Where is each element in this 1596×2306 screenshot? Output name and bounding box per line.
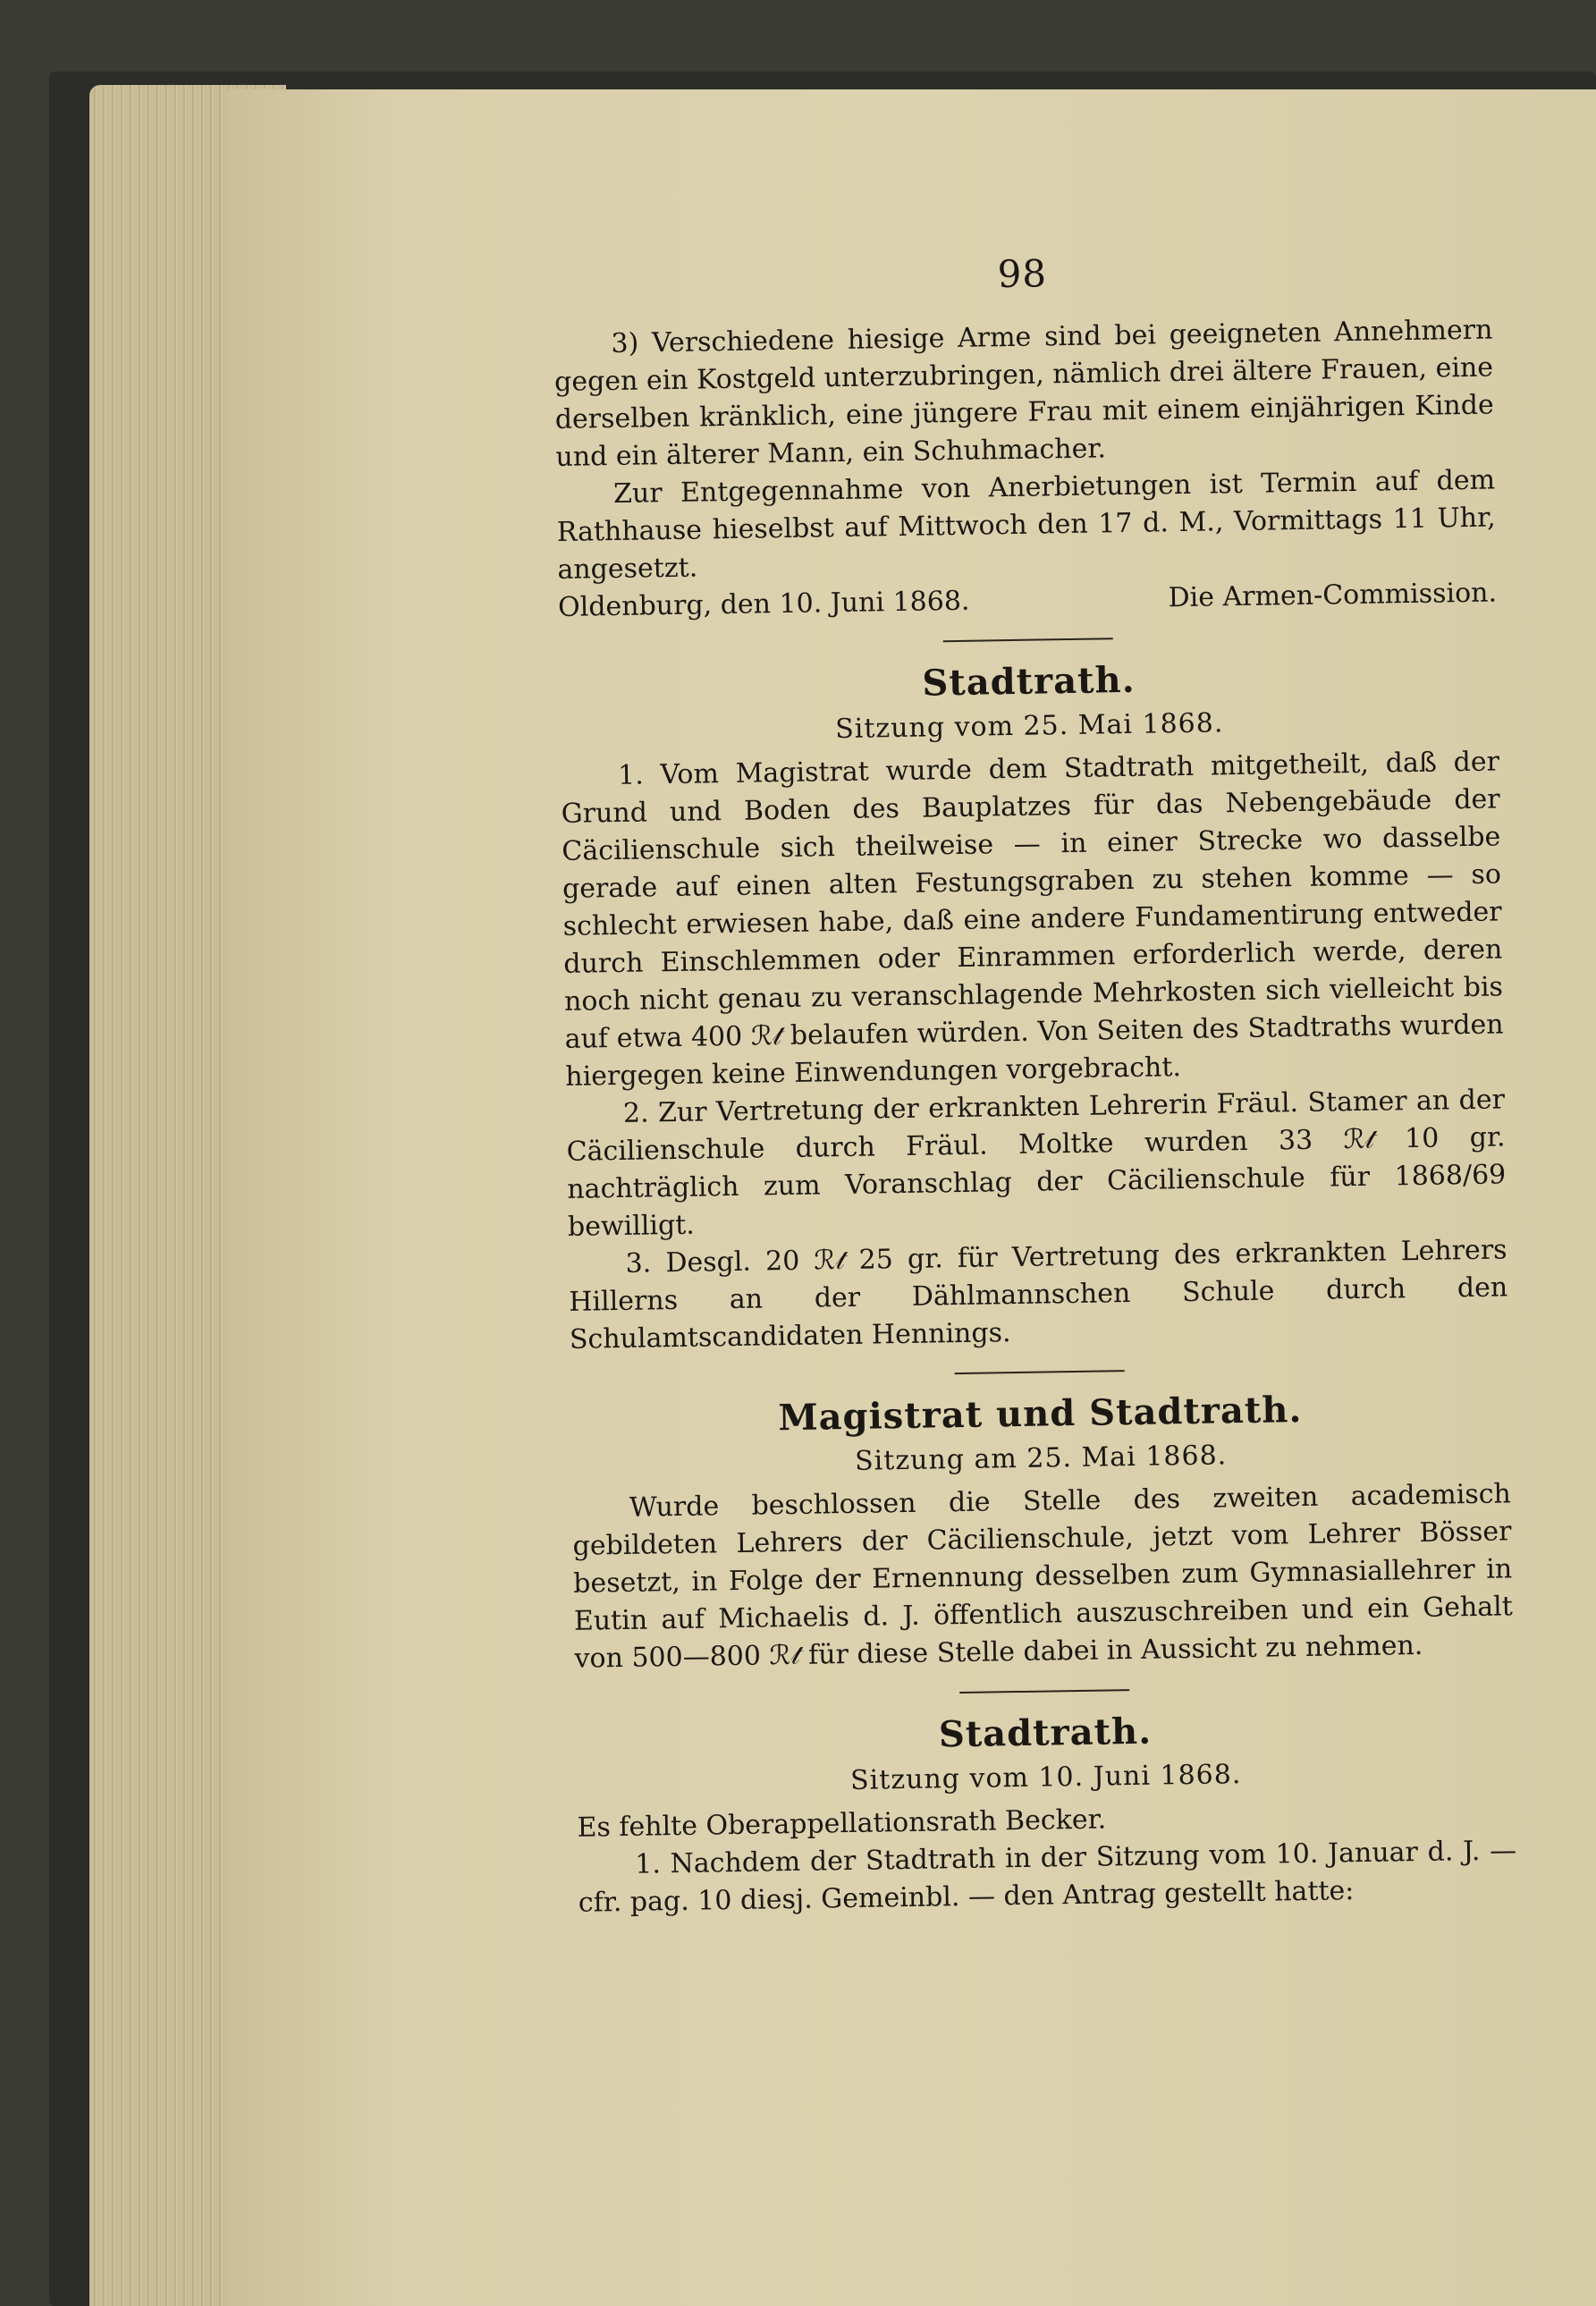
resolution-paragraph: Wurde beschlossen die Stelle des zweiten academisch gebildeten Lehrers der Cäcilienschule, jetzt vom Lehrer Bösser besetzt, in Folge der Ernennung desselben zum Gymnasiallehrer in Eutin auf Michaelis d. J. öffentlich auszuschreiben und ein Gehalt von 500—800 ℛ𝓉 für diese Stelle dabei in Aussicht zu nehmen. (572, 1478, 1514, 1675)
signature-issuer: Die Armen-Commission. (1168, 577, 1498, 614)
item-paragraph: 1. Nachdem der Stadtrath in der Sitzung vom 10. Januar d. J. — cfr. pag. 10 diesj. Gemeinbl. — den Antrag gestellt hatte: (578, 1835, 1517, 1919)
session-date-3: Sitzung vom 10. Juni 1868. (849, 1759, 1242, 1796)
session-date-2: Sitzung am 25. Mai 1868. (854, 1440, 1228, 1477)
signature-place-date: Oldenburg, den 10. Juni 1868. (557, 585, 970, 623)
page-number: 98 (997, 251, 1048, 297)
poor-notice-paragraph-1: 3) Verschiedene hiesige Arme sind bei geeigneten Annehmern gegen ein Kostgeld unterzubringen, nämlich drei ältere Frauen, eine derselben kränklich, eine jüngere Frau mit einem einjährigen Kinde und ein älterer Mann, ein Schuhmacher. (553, 314, 1494, 473)
poor-notice-paragraph-2: Zur Entgegennahme von Anerbietungen ist Termin auf dem Rathhause hieselbst auf Mittwoch den 17 d. M., Vormittags 11 Uhr, angesetzt. (556, 464, 1496, 586)
item-paragraph: 3. Desgl. 20 ℛ𝓉 25 gr. für Vertretung des erkrankten Lehrers Hillerns an der Dählmannschen Schule durch den Schulamtscandidaten Hennings. (569, 1234, 1508, 1356)
item-paragraph: 1. Vom Magistrat wurde dem Stadtrath mitgetheilt, daß der Grund und Boden des Bauplatzes für das Nebengebäude der Cäcilienschule sich theilweise — in einer Strecke wo dasselbe gerade auf einen alten Festungsgraben zu stehen komme — so schlecht erwiesen habe, daß eine andere Fundamentirung entweder durch Einschlemmen oder Einrammen erforderlich werde, deren noch nicht genau zu veranschlagende Mehrkosten sich vielleicht bis auf etwa 400 ℛ𝓉 belaufen würden. Von Seiten des Stadtraths wurden hiergegen keine Einwendungen vorgebracht. (561, 746, 1504, 1093)
absence-note: Es fehlte Oberappellationsrath Becker. (577, 1803, 1107, 1844)
session-date-1: Sitzung vom 25. Mai 1868. (834, 707, 1224, 746)
section-divider (943, 638, 1113, 642)
section-title-magistrat-stadtrath: Magistrat und Stadtrath. (777, 1388, 1303, 1440)
text-block (553, 245, 1517, 1922)
section-divider (959, 1689, 1129, 1694)
section-title-stadtrath-2: Stadtrath. (938, 1710, 1153, 1756)
item-paragraph: 2. Zur Vertretung der erkrankten Lehrerin Fräul. Stamer an der Cäcilienschule durch Fräul. Moltke wurden 33 ℛ𝓉 10 gr. nachträglich zum Voranschlag der Cäcilienschule für 1868/69 bewilligt. (566, 1084, 1507, 1243)
section-title-stadtrath-1: Stadtrath. (922, 658, 1136, 705)
section-divider (955, 1370, 1125, 1374)
